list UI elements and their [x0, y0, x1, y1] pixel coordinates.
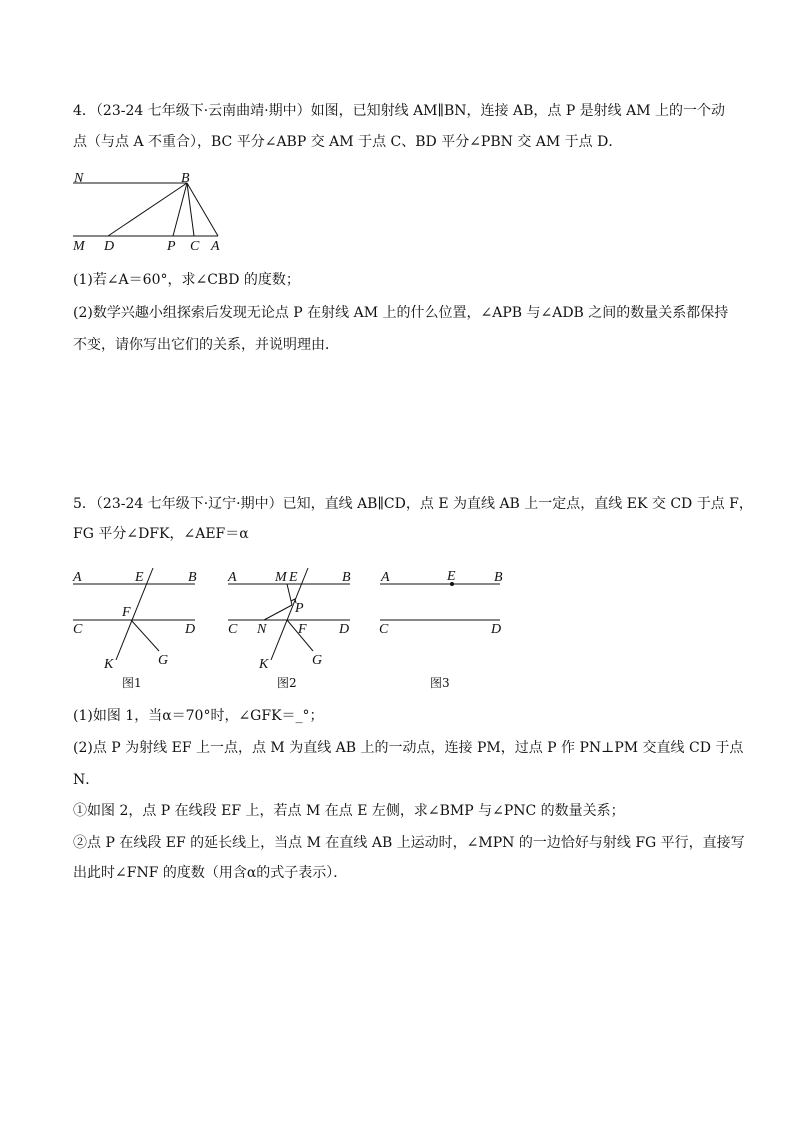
- label-g: G: [158, 653, 169, 668]
- segment-bc: [187, 183, 194, 236]
- label-f: F: [298, 622, 307, 637]
- label-m: M: [275, 570, 287, 585]
- label-b: B: [342, 570, 351, 585]
- q5-sub2b-line2: 出此时∠FNF 的度数（用含α的式子表示）．: [73, 865, 348, 881]
- label-e: E: [447, 569, 456, 584]
- label-a: A: [228, 570, 237, 585]
- q4-sub1: (1)若∠A＝60°，求∠CBD 的度数；: [73, 272, 300, 288]
- label-d: D: [491, 622, 502, 637]
- q4-sub2-line2: 不变，请你写出它们的关系，并说明理由．: [73, 337, 339, 353]
- label-p: P: [295, 601, 304, 616]
- label-e: E: [289, 570, 298, 585]
- label-n: N: [74, 171, 84, 186]
- label-e: E: [135, 570, 144, 585]
- label-f: F: [122, 605, 131, 620]
- label-c: C: [73, 622, 83, 637]
- q5-sub2a: ①如图 2，点 P 在线段 EF 上，若点 M 在点 E 左侧，求∠BMP 与∠PNC 的数量关系；: [73, 803, 625, 819]
- label-k: K: [259, 657, 269, 672]
- label-b: B: [181, 171, 190, 186]
- figure-caption: 图3: [430, 676, 450, 690]
- label-d: D: [104, 239, 115, 254]
- label-m: M: [73, 239, 85, 254]
- q5-sub2b-line1: ②点 P 在线段 EF 的延长线上，当点 M 在直线 AB 上运动时，∠MPN 的一边恰好与射线 FG 平行，直接写: [73, 835, 745, 851]
- label-b: B: [188, 570, 197, 585]
- figure-caption: 图1: [122, 676, 142, 690]
- q5-sub1: (1)如图 1，当α＝70°时，∠GFK＝_°；: [73, 708, 324, 724]
- q5-stem-line2: FG 平分∠DFK，∠AEF＝α: [73, 526, 249, 542]
- label-c: C: [379, 622, 389, 637]
- figure-caption: 图2: [277, 676, 297, 690]
- q5-figure-2: [220, 560, 370, 695]
- label-a: A: [211, 239, 220, 254]
- label-a: A: [381, 570, 390, 585]
- ray-fg: [131, 620, 159, 651]
- q5-sub2-line2: N．: [73, 772, 100, 788]
- q5-sub2-line1: (2)点 P 为射线 EF 上一点，点 M 为直线 AB 上的一动点，连接 PM，过点 P 作 PN⊥PM 交直线 CD 于点: [73, 740, 744, 756]
- label-k: K: [104, 657, 114, 672]
- q5-figure-1: [65, 560, 215, 695]
- q4-stem-line1: 4．（23-24 七年级下·云南曲靖·期中）如图，已知射线 AM∥BN，连接 AB，点 P 是射线 AM 上的一个动: [73, 103, 726, 119]
- label-b: B: [494, 570, 503, 585]
- label-c: C: [190, 239, 200, 254]
- label-g: G: [312, 653, 323, 668]
- segment-pm: [287, 584, 292, 605]
- q4-sub2-line1: (2)数学兴趣小组探索后发现无论点 P 在射线 AM 上的什么位置，∠APB 与∠ADB 之间的数量关系都保持: [73, 305, 729, 321]
- label-a: A: [73, 570, 82, 585]
- q4-figure: [60, 163, 240, 258]
- q4-stem-line2: 点（与点 A 不重合），BC 平分∠ABP 交 AM 于点 C、BD 平分∠PBN 交 AM 于点 D．: [73, 134, 623, 150]
- label-p: P: [167, 239, 176, 254]
- q5-figure-3: [374, 560, 514, 695]
- label-d: D: [185, 622, 196, 637]
- q5-stem-line1: 5．（23-24 七年级下·辽宁·期中）已知，直线 AB∥CD，点 E 为直线 AB 上一定点，直线 EK 交 CD 于点 F，: [73, 496, 753, 512]
- label-n: N: [257, 622, 267, 637]
- label-c: C: [228, 622, 238, 637]
- label-d: D: [339, 622, 350, 637]
- segment-ba: [187, 183, 218, 236]
